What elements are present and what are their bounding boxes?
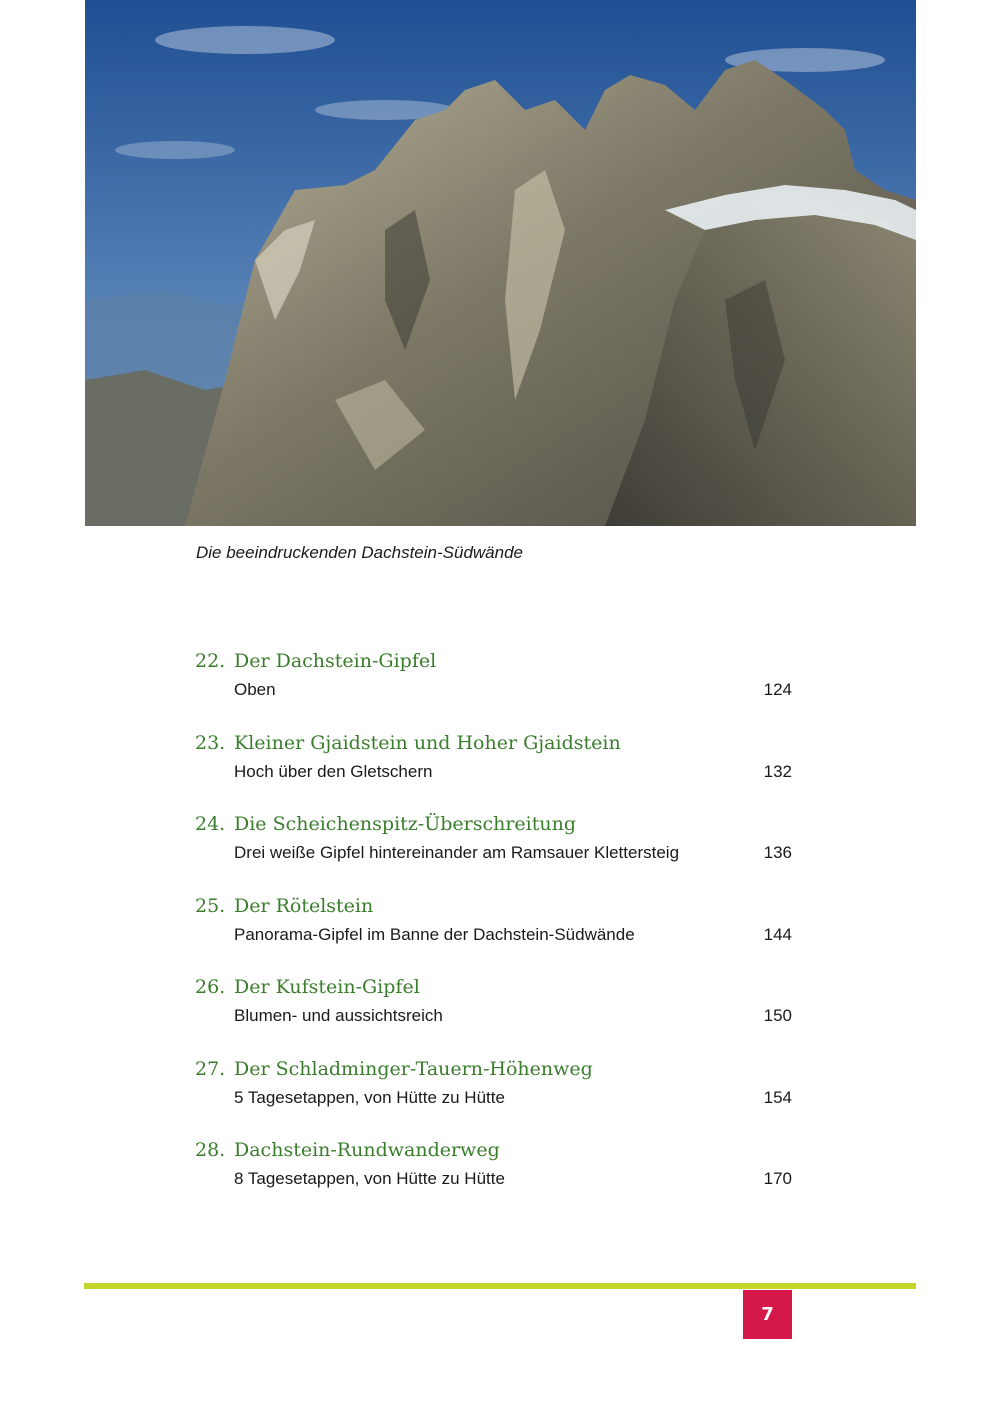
toc-entry-heading [195,813,576,835]
toc-entry-number: 27. [195,1057,226,1080]
toc-entry[interactable] [195,650,795,732]
toc-entry-number: 24. [195,813,226,835]
toc-entry-title: Der Rötelstein [234,894,374,917]
toc-entry-heading [195,1058,593,1080]
toc-entry[interactable] [195,976,795,1058]
toc-entry-heading [195,1139,500,1161]
toc-entry[interactable] [195,1058,795,1140]
toc-entry-subtitle: Blumen- und aussichtsreich [234,1006,443,1025]
toc-entry-title: Der Schladminger-Tauern-Höhenweg [234,1057,593,1080]
toc-entry-number: 23. [195,731,226,754]
photo-caption: Die beeindruckenden Dachstein-Südwände [196,543,523,562]
page-number-badge [743,1290,792,1339]
toc-entry-title: Kleiner Gjaidstein und Hoher Gjaidstein [234,731,621,754]
toc-entry-number: 25. [195,894,226,917]
toc-entry[interactable] [195,813,795,895]
toc-entry[interactable] [195,732,795,814]
footer-rule [84,1283,916,1289]
toc-entry-title: Dachstein-Rundwanderweg [234,1139,500,1161]
toc-entry-title: Der Kufstein-Gipfel [234,976,420,998]
page-number: 7 [761,1304,774,1325]
toc-entry-subtitle: Oben [234,680,276,699]
toc-entry-page: 124 [763,680,792,699]
toc-entry-title: Die Scheichenspitz-Überschreitung [234,813,577,835]
toc-entry-number: 22. [195,650,226,672]
toc-entry-subtitle: 8 Tagesetappen, von Hütte zu Hütte [234,1169,505,1188]
toc-entry-title: Der Dachstein-Gipfel [234,650,437,672]
toc-entry[interactable] [195,895,795,977]
toc-entry[interactable] [195,1139,795,1221]
toc-entry-number: 28. [195,1139,226,1161]
toc-entry-subtitle: Drei weiße Gipfel hintereinander am Ramsauer Klettersteig [234,843,680,862]
toc-entry-subtitle: 5 Tagesetappen, von Hütte zu Hütte [234,1087,505,1107]
table-of-contents [195,650,795,1221]
dachstein-south-face-illustration [85,0,916,526]
toc-entry-page: 144 [763,924,792,944]
toc-entry-heading [195,895,373,917]
toc-entry-heading [195,650,436,672]
toc-entry-heading [195,732,621,754]
toc-entry-page: 136 [763,843,792,862]
mountain-photo [85,0,916,526]
toc-entry-number: 26. [195,976,226,998]
toc-entry-subtitle: Hoch über den Gletschern [234,761,433,781]
toc-entry-page: 170 [763,1169,792,1188]
toc-entry-page: 154 [763,1087,792,1107]
toc-entry-page: 150 [763,1006,792,1025]
toc-entry-page: 132 [763,761,792,781]
toc-entry-heading [195,976,420,998]
toc-entry-subtitle: Panorama-Gipfel im Banne der Dachstein-Südwände [234,924,635,944]
